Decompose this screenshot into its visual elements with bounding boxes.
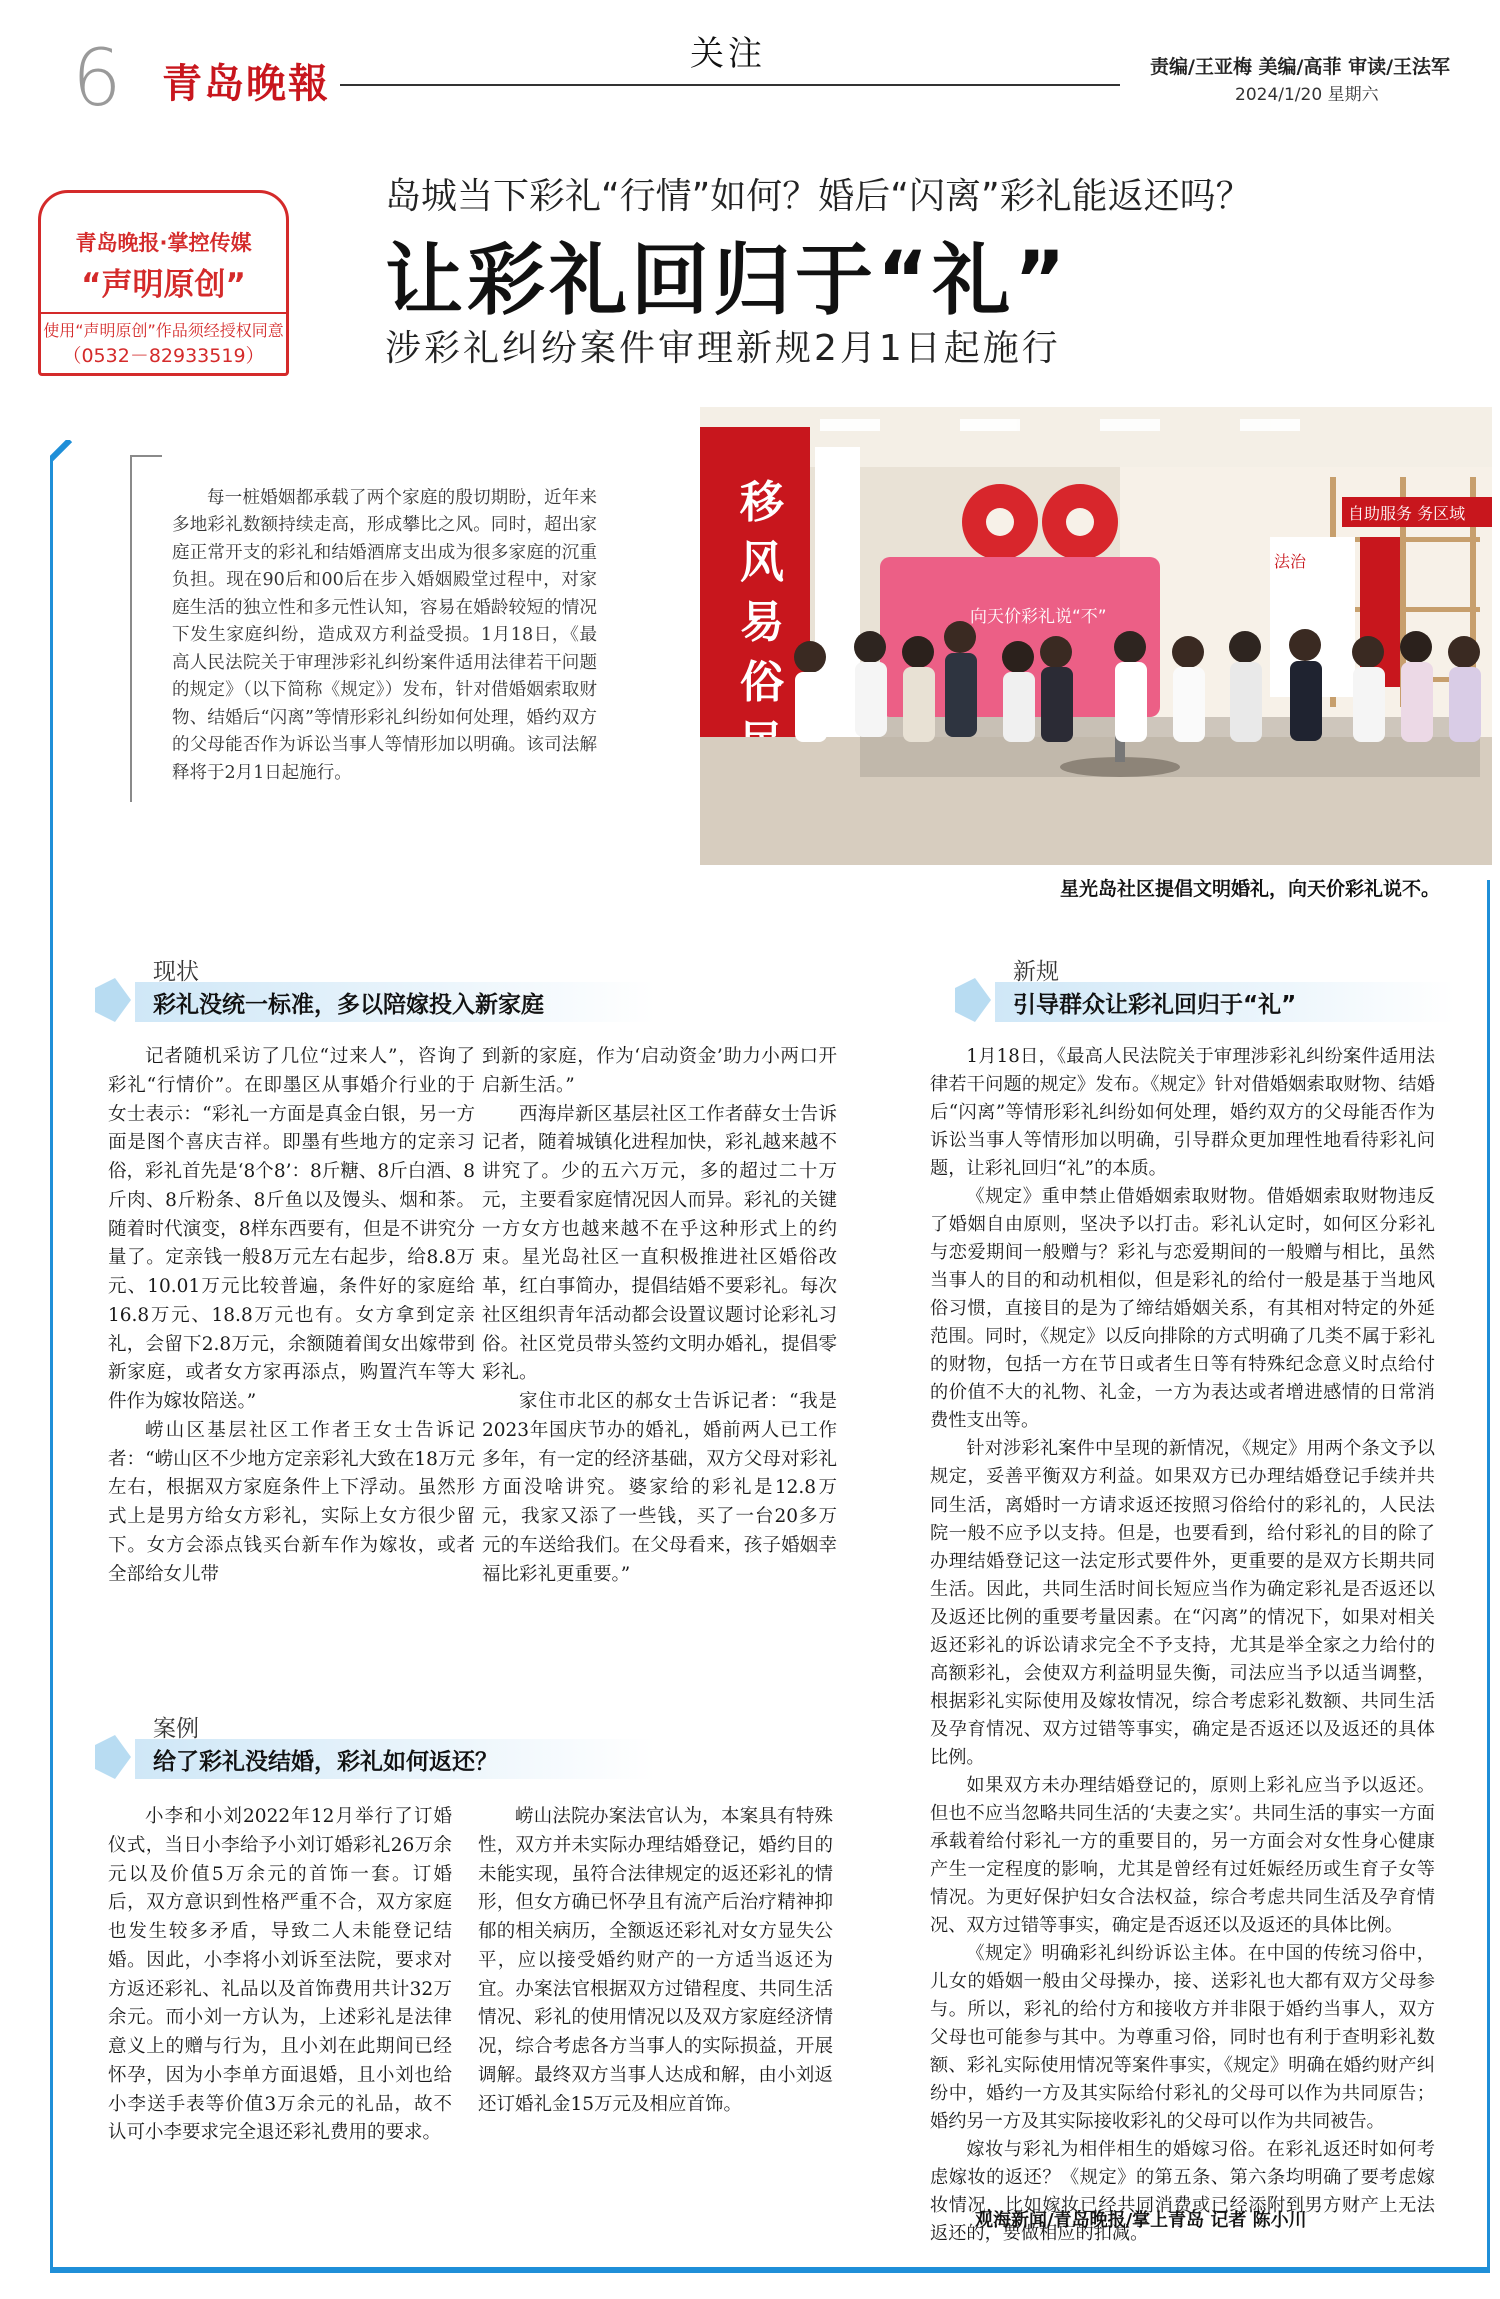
paragraph: 崂山区基层社区工作者王女士告诉记者：“崂山区不少地方定亲彩礼大致在18万元左右，根据双方家庭条件上下浮动。虽然形式上是男方给女方彩礼，实际上女方很少留下。女方会添点钱买台新车作为嫁妆，或者全部给女儿带 xyxy=(108,1419,475,1585)
paragraph: 家住市北区的郝女士告诉记者：“我是2023年国庆节办的婚礼，婚前两人已工作多年，有一定的经济基础，双方父母对彩礼方面没啥讲究。婆家给的彩礼是12.8万元，我家又添了一些钱，买了一台20多万元的车送给我们。在父母看来，孩子婚姻幸福比彩礼更重要。” xyxy=(482,1391,837,1585)
case-column-1 xyxy=(108,1803,452,2148)
paragraph: 嫁妆与彩礼为相伴相生的婚嫁习俗。在彩礼返还时如何考虑嫁妆的返还？《规定》的第五条、第六条均明确了要考虑嫁妆情况，比如嫁妆已经共同消费或已经添附到男方财产上无法返还的，要做相应的扣减。 xyxy=(930,2139,1435,2245)
section-status-title: 彩礼没统一标准，多以陪嫁投入新家庭 xyxy=(153,992,544,1018)
section-case-title: 给了彩礼没结婚，彩礼如何返还？ xyxy=(153,1749,498,1775)
stamp-line-3: 使用“声明原创”作品须经授权同意 xyxy=(43,321,284,340)
svg-text:法治: 法治 xyxy=(1274,552,1307,571)
paragraph: 《规定》明确彩礼纠纷诉讼主体。在中国的传统习俗中，儿女的婚姻一般由父母操办，接、送彩礼也大都有双方父母参与。所以，彩礼的给付方和接收方并非限于婚约当事人，双方父母也可能参与其中。为尊重习俗，同时也有利于查明彩礼数额、彩礼实际使用情况等案件事实，《规定》明确在婚约财产纠纷中，婚约一方及其实际给付彩礼的父母可以作为共同原告；婚约另一方及其实际接收彩礼的父母可以作为共同被告。 xyxy=(930,1943,1435,2133)
paragraph: 《规定》重申禁止借婚姻索取财物。借婚姻索取财物违反了婚姻自由原则，坚决予以打击。彩礼认定时，如何区分彩礼与恋爱期间一般赠与？彩礼与恋爱期间的一般赠与相比，虽然当事人的目的和动机相似，但是彩礼的给付一般是基于当地风俗习惯，直接目的是为了缔结婚姻关系，有其相对特定的外延范围。同时，《规定》以反向排除的方式明确了几类不属于彩礼的财物，包括一方在节日或者生日等有特殊纪念意义时点给付的价值不大的礼物、礼金，一方为表达或者增进感情的日常消费性支出等。 xyxy=(930,1186,1435,1432)
lead-paragraph: 每一桩婚姻都承载了两个家庭的殷切期盼，近年来多地彩礼数额持续走高，形成攀比之风。同时，超出家庭正常开支的彩礼和结婚酒席支出成为很多家庭的沉重负担。现在90后和00后在步入婚姻殿堂过程中，对家庭生活的独立性和多元性认知，容易在婚龄较短的情况下发生家庭纠纷，造成双方利益受损。1月18日，《最高人民法院关于审理涉彩礼纠纷案件适用法律若干问题的规定》（以下简称《规定》）发布，针对借婚姻索取财物、结婚后“闪离”等情形彩礼纠纷如何处理，婚约双方的父母能否作为诉讼当事人等情形加以明确。该司法解释将于2月1日起施行。 xyxy=(172,488,597,783)
stamp-line-1: 青岛晚报·掌控传媒 xyxy=(75,231,252,255)
section-rules-kicker: 新规 xyxy=(1013,959,1059,985)
paragraph: 西海岸新区基层社区工作者薛女士告诉记者，随着城镇化进程加快，彩礼越来越不讲究了。少的五六万元，多的超过二十万元，主要看家庭情况因人而异。彩礼的关键一方女方也越来越不在乎这种形式上的约束。星光岛社区一直积极推进社区婚俗改革，红白事简办，提倡结婚不要彩礼。每次社区组织青年活动都会设置议题讨论彩礼习俗。社区党员带头签约文明办婚礼，提倡零彩礼。 xyxy=(482,1103,837,1384)
paragraph: 1月18日，《最高人民法院关于审理涉彩礼纠纷案件适用法律若干问题的规定》发布。《规定》针对借婚姻索取财物、结婚后“闪离”等情形彩礼纠纷如何处理，婚约双方的父母能否作为诉讼当事人等情形加以明确，引导群众更加理性地看待彩礼问题，让彩礼回归“礼”的本质。 xyxy=(930,1046,1435,1180)
issue-date: 2024/1/20 星期六 xyxy=(1235,85,1379,105)
section-case-header xyxy=(95,1705,655,1783)
paragraph: 崂山法院办案法官认为，本案具有特殊性，双方并未实际办理结婚登记，婚约目的未能实现，虽符合法律规定的返还彩礼的情形，但女方确已怀孕且有流产后治疗精神抑郁的相关病历，全额返还彩礼对女方显失公平，应以接受婚约财产的一方适当返还为宜。办案法官根据双方过错程度、共同生活情况、彩礼的使用情况以及双方家庭经济情况，综合考虑各方当事人的实际损益，开展调解。最终双方当事人达成和解，由小刘返还订婚礼金15万元及相应首饰。 xyxy=(478,1806,833,2115)
svg-text:移: 移 xyxy=(740,477,784,528)
header-rule xyxy=(340,84,1120,86)
page-number: 6 xyxy=(72,34,122,124)
byline: 观海新闻/青岛晚报/掌上青岛 记者 陈小川 xyxy=(975,2210,1307,2231)
svg-text:易: 易 xyxy=(740,597,784,648)
section-label: 关注 xyxy=(690,34,766,74)
masthead-logo: 青岛晚報 xyxy=(162,60,330,107)
photo-right-sign: 自助服务 务区域 xyxy=(1348,504,1466,523)
section-rules-header xyxy=(955,948,1455,1026)
section-case-kicker: 案例 xyxy=(153,1716,199,1742)
stamp-divider xyxy=(41,312,286,314)
stamp-line-2: “声明原创” xyxy=(81,267,246,303)
svg-text:俗: 俗 xyxy=(740,657,784,708)
headline-kicker: 岛城当下彩礼“行情”如何？婚后“闪离”彩礼能返还吗？ xyxy=(385,176,1252,217)
news-photo xyxy=(700,407,1492,865)
lead-bracket xyxy=(130,455,162,802)
section-status-kicker: 现状 xyxy=(153,959,199,985)
photo-banner-text: 向天价彩礼说“不” xyxy=(970,607,1107,627)
stamp-line-4: （0532－82933519） xyxy=(62,345,265,367)
status-column-2 xyxy=(482,1043,837,1590)
headline-title: 让彩礼回归于“礼” xyxy=(385,236,1070,326)
editor-credits: 责编/王亚梅 美编/高菲 审读/王法军 xyxy=(1150,56,1451,78)
headline-subtitle: 涉彩礼纠纷案件审理新规2月1日起施行 xyxy=(385,328,1061,369)
case-column-2 xyxy=(478,1803,833,2119)
paragraph: 小李和小刘2022年12月举行了订婚仪式，当日小李给予小刘订婚彩礼26万余元以及价值5万余元的首饰一套。订婚后，双方意识到性格严重不合，双方家庭也发生较多矛盾，导致二人未能登记结婚。因此，小李将小刘诉至法院，要求对方返还彩礼、礼品以及首饰费用共计32万余元。而小刘一方认为，上述彩礼是法律意义上的赠与行为，且小刘在此期间已经怀孕，因为小李单方面退婚，且小刘也给小李送手表等价值3万余元的礼品，故不认可小李要求完全退还彩礼费用的要求。 xyxy=(108,1806,452,2144)
svg-text:风: 风 xyxy=(740,537,784,588)
section-status-header xyxy=(95,948,655,1026)
paragraph: 针对涉彩礼案件中呈现的新情况，《规定》用两个条文予以规定，妥善平衡双方利益。如果双方已办理结婚登记手续并共同生活，离婚时一方请求返还按照习俗给付的彩礼的，人民法院一般不应予以支持。但是，也要看到，给付彩礼的目的除了办理结婚登记这一法定形式要件外，更重要的是双方长期共同生活。因此，共同生活时间长短应当作为确定彩礼是否返还以及返还比例的重要考量因素。在“闪离”的情况下，如果对相关返还彩礼的诉讼请求完全不予支持，尤其是举全家之力给付的高额彩礼，会使双方利益明显失衡，司法应当予以适当调整，根据彩礼实际使用及嫁妆情况，综合考虑彩礼数额、共同生活及孕育情况、双方过错等事实，确定是否返还以及返还的具体比例。 xyxy=(930,1438,1435,1768)
paragraph: 如果双方未办理结婚登记的，原则上彩礼应当予以返还。但也不应当忽略共同生活的‘夫妻之实’。共同生活的事实一方面承载着给付彩礼一方的重要目的，另一方面会对女性身心健康产生一定程度的影响，尤其是曾经有过妊娠经历或生育子女等情况。为更好保护妇女合法权益，综合考虑共同生活及孕育情况、双方过错等事实，确定是否返还以及返还的具体比例。 xyxy=(930,1774,1435,1936)
paragraph: 记者随机采访了几位“过来人”，咨询了彩礼“行情价”。在即墨区从事婚介行业的于女士表示：“彩礼一方面是真金白银，另一方面是图个喜庆吉祥。即墨有些地方的定亲习俗，彩礼首先是‘8个8’：8斤糖、8斤白酒、8斤肉、8斤粉条、8斤鱼以及馒头、烟和茶。随着时代演变，8样东西要有，但是不讲究分量了。定亲钱一般8万元左右起步，给8.8万元、10.01万元比较普遍，条件好的家庭给16.8万元、18.8万元也有。女方拿到定亲礼，会留下2.8万元，余额随着闺女出嫁带到新家庭，或者女方家再添点，购置汽车等大件作为嫁妆陪送。” xyxy=(108,1046,475,1413)
photo-caption: 星光岛社区提倡文明婚礼，向天价彩礼说不。 xyxy=(1060,878,1441,900)
original-declaration-stamp xyxy=(38,190,289,376)
rules-column xyxy=(930,1043,1435,2248)
paragraph: 到新的家庭，作为‘启动资金’助力小两口开启新生活。” xyxy=(482,1046,837,1096)
section-rules-title: 引导群众让彩礼回归于“礼” xyxy=(1013,992,1297,1018)
status-column-1 xyxy=(108,1043,475,1590)
